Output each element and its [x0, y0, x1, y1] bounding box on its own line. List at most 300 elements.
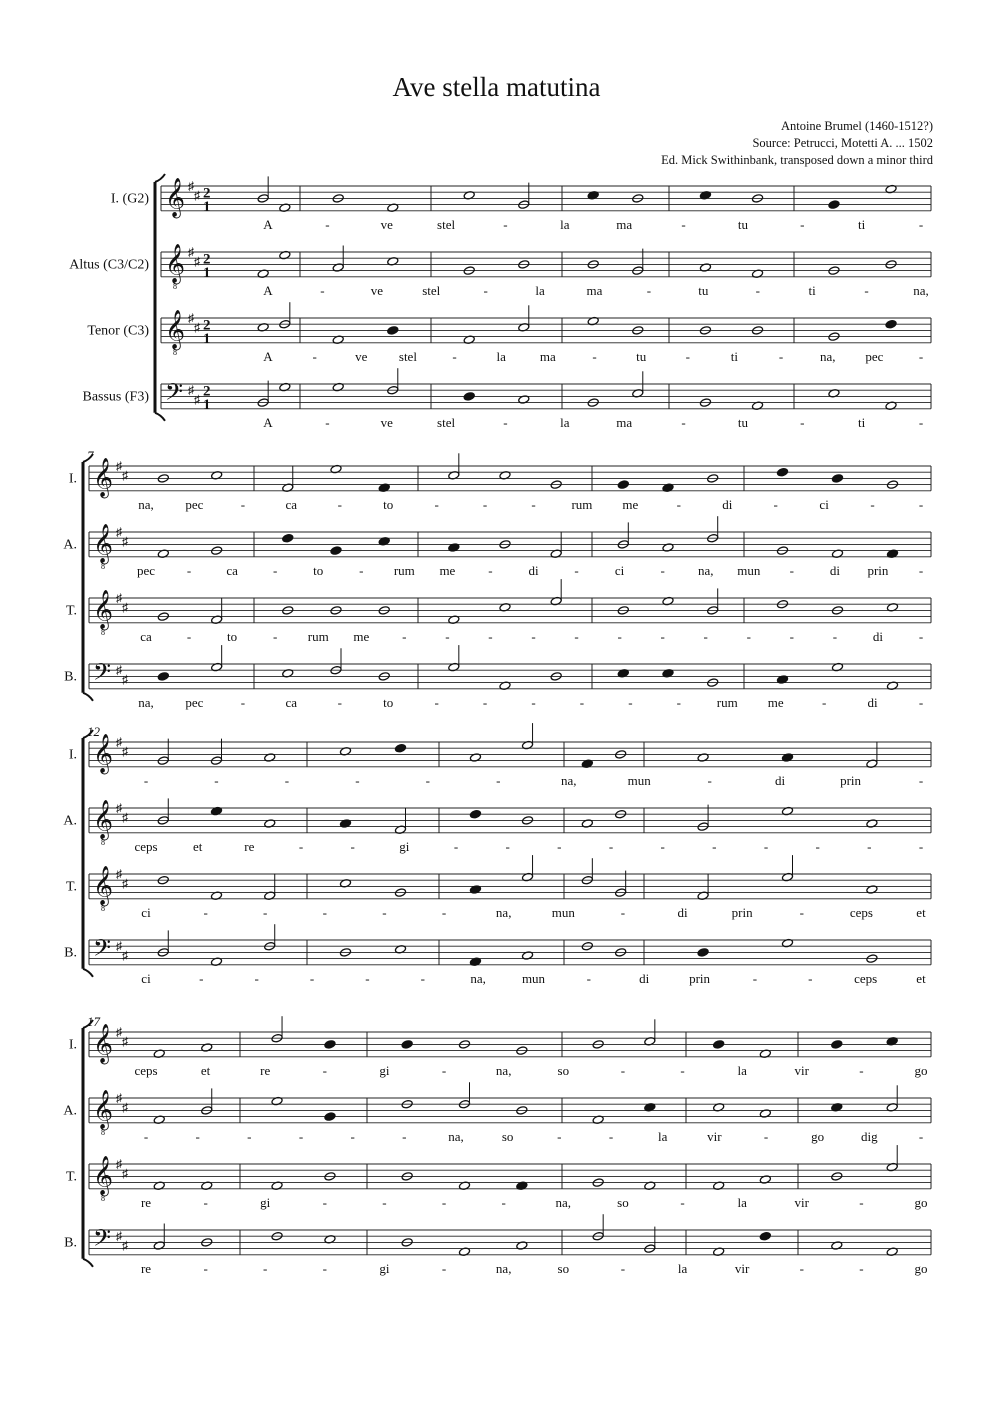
lyric-syllable: - [337, 694, 342, 710]
lyric-syllable: tu [737, 216, 748, 232]
staff-label: T. [65, 879, 77, 895]
staff-label: A. [63, 1103, 77, 1119]
lyric-syllable: - [646, 282, 652, 298]
lyric-syllable: ve [370, 282, 383, 298]
lyric-syllable: vir [794, 1062, 809, 1078]
treble-clef-icon: 𝄞 [93, 457, 114, 498]
time-signature-bottom: 1 [203, 396, 211, 413]
lyric-syllable: et [916, 904, 926, 920]
lyric-syllable: - [322, 904, 328, 920]
lyric-syllable: - [434, 694, 439, 710]
lyric-syllable: mun [627, 772, 651, 788]
lyric-syllable: to [383, 496, 394, 512]
lyric-syllable: - [763, 838, 769, 854]
lyric-syllable: - [574, 562, 579, 578]
sharp-icon: ♯ [122, 468, 128, 483]
lyric-syllable: - [832, 628, 838, 644]
note-head [885, 319, 897, 328]
sharp-icon: ♯ [116, 663, 122, 678]
lyric-syllable: me [439, 562, 456, 578]
sharp-icon: ♯ [116, 735, 122, 749]
lyric-syllable: pec [185, 496, 204, 512]
lyric-syllable: di [775, 772, 786, 788]
lyric-syllable: to [313, 562, 324, 578]
lyric-syllable: ti [858, 216, 866, 232]
lyric-syllable: - [755, 282, 760, 298]
note-head [469, 809, 481, 818]
note-head [463, 392, 475, 401]
lyric-syllable: - [531, 628, 536, 644]
sharp-icon: ♯ [188, 383, 194, 398]
lyric-syllable: na, [138, 694, 154, 710]
lyric-syllable: A [263, 282, 273, 298]
lyric-syllable: di [867, 694, 878, 710]
lyric-syllable: stel [437, 414, 456, 430]
lyric-syllable: pec [185, 694, 204, 710]
sharp-icon: ♯ [116, 801, 122, 815]
bass-clef-icon: 𝄢 [93, 657, 112, 691]
lyric-syllable: ma [616, 216, 633, 232]
lyric-syllable: ti [730, 348, 739, 364]
note-head [282, 533, 294, 542]
lyric-syllable: la [560, 216, 570, 232]
lyric-syllable: tu [636, 348, 647, 364]
sharp-icon: ♯ [116, 459, 122, 473]
lyric-syllable: to [383, 694, 394, 710]
lyric-syllable: - [864, 282, 869, 298]
lyric-syllable: - [685, 348, 690, 364]
lyric-syllable: me [353, 628, 370, 644]
sharp-icon: ♯ [188, 311, 194, 325]
lyric-syllable: ceps [134, 838, 158, 854]
lyric-syllable: - [620, 904, 626, 920]
sharp-icon: ♯ [116, 939, 122, 954]
lyric-syllable: - [620, 1062, 626, 1078]
note-head [401, 1040, 413, 1049]
lyric-syllable: et [192, 838, 203, 854]
lyric-syllable: - [488, 562, 493, 578]
lyric-syllable: di [829, 562, 840, 578]
bracket-top-hook [155, 174, 165, 182]
lyric-syllable: - [746, 628, 751, 644]
lyric-syllable: - [501, 1194, 506, 1210]
lyric-syllable: vir [794, 1194, 809, 1210]
staff-label: Altus (C3/C2) [69, 257, 149, 273]
lyric-syllable: - [918, 628, 924, 644]
staff-label: A. [63, 813, 77, 829]
lyric-syllable: - [799, 1260, 804, 1276]
lyric-syllable: rum [307, 628, 329, 644]
lyric-syllable: na, [819, 348, 836, 364]
time-signature-top: 2 [203, 185, 211, 202]
measure-number: 12 [87, 724, 100, 739]
lyric-syllable: - [660, 628, 665, 644]
lyric-syllable: - [247, 1128, 252, 1144]
lyric-syllable: - [445, 628, 450, 644]
lyric-syllable: - [918, 694, 924, 710]
lyric-syllable: - [608, 838, 614, 854]
lyric-syllable: - [186, 562, 192, 578]
octave-clef-marker: 8 [101, 903, 105, 913]
lyric-syllable: A [263, 216, 273, 232]
lyric-syllable: ca [226, 562, 238, 578]
lyric-syllable: na, [448, 1128, 464, 1144]
lyric-syllable: - [703, 628, 708, 644]
sharp-icon: ♯ [116, 1157, 122, 1171]
lyric-syllable: tu [698, 282, 709, 298]
lyric-syllable: - [186, 628, 192, 644]
time-signature-top: 2 [203, 383, 211, 400]
note-head [828, 200, 840, 209]
lyric-syllable: - [789, 628, 795, 644]
lyric-syllable: na, [138, 496, 154, 512]
lyric-syllable: gi [379, 1062, 390, 1078]
treble-clef-icon: 𝄞 [165, 243, 186, 284]
lyric-syllable: - [918, 414, 924, 430]
staff-label: I. [68, 1037, 77, 1053]
lyric-syllable: - [382, 1194, 387, 1210]
lyric-syllable: - [441, 1194, 447, 1210]
octave-clef-marker: 8 [101, 1127, 105, 1137]
note-head [387, 326, 399, 335]
lyric-syllable: - [859, 1260, 864, 1276]
sharp-icon: ♯ [188, 179, 194, 193]
lyric-syllable: vir [734, 1260, 750, 1276]
lyric-syllable: ci [141, 904, 151, 920]
staff-label: Tenor (C3) [87, 323, 149, 339]
lyric-syllable: - [620, 1260, 626, 1276]
lyric-syllable: - [240, 496, 246, 512]
lyric-syllable: - [214, 772, 219, 788]
measure-number: 17 [87, 1014, 100, 1029]
lyric-syllable: - [676, 694, 681, 710]
lyric-syllable: so [557, 1260, 570, 1276]
lyric-syllable: ceps [134, 1062, 158, 1078]
sharp-icon: ♯ [194, 320, 200, 335]
sharp-icon: ♯ [194, 254, 200, 269]
lyric-syllable: - [617, 628, 622, 644]
staff-label: I. [68, 471, 77, 487]
lyric-syllable: - [680, 1194, 685, 1210]
lyric-syllable: rum [716, 694, 738, 710]
lyric-syllable: A [263, 348, 273, 364]
lyric-syllable: stel [422, 282, 441, 298]
lyric-syllable: to [227, 628, 238, 644]
treble-clef-icon: 𝄞 [93, 733, 114, 774]
lyric-syllable: - [488, 628, 493, 644]
sharp-icon: ♯ [122, 600, 128, 615]
bracket-bottom-hook [83, 969, 93, 977]
staff-label: I. [68, 747, 77, 763]
lyric-syllable: - [918, 772, 924, 788]
lyric-syllable: - [483, 282, 488, 298]
lyric-syllable: dig [861, 1128, 878, 1144]
lyric-syllable: - [681, 414, 686, 430]
lyric-syllable: - [203, 904, 208, 920]
lyric-syllable: - [799, 904, 804, 920]
time-signature-bottom: 1 [203, 264, 211, 281]
lyric-syllable: ve [380, 414, 393, 430]
lyric-syllable: - [870, 496, 875, 512]
lyric-syllable: - [337, 496, 342, 512]
lyric-syllable: - [254, 970, 259, 986]
lyric-syllable: - [441, 1062, 447, 1078]
lyric-syllable: la [535, 282, 545, 298]
time-signature-top: 2 [203, 251, 211, 268]
lyric-syllable: - [867, 838, 872, 854]
lyric-syllable: na, [560, 772, 577, 788]
lyric-syllable: - [918, 562, 924, 578]
lyric-syllable: me [622, 496, 639, 512]
lyric-syllable: - [557, 1128, 562, 1144]
lyric-syllable: - [808, 970, 813, 986]
sharp-icon: ♯ [122, 744, 128, 759]
lyric-syllable: di [677, 904, 688, 920]
lyric-syllable: ve [355, 348, 368, 364]
lyric-syllable: re [260, 1062, 271, 1078]
lyric-syllable: ca [285, 694, 298, 710]
lyric-syllable: ceps [854, 970, 878, 986]
lyric-syllable: ma [539, 348, 556, 364]
lyric-syllable: mun [551, 904, 575, 920]
lyric-syllable: di [722, 496, 733, 512]
lyric-syllable: prin [867, 562, 889, 578]
lyric-syllable: na, [913, 282, 929, 298]
octave-clef-marker: 8 [101, 627, 105, 637]
lyric-syllable: na, [555, 1194, 572, 1210]
lyric-syllable: - [660, 562, 665, 578]
lyric-syllable: - [382, 904, 387, 920]
staff-label: I. (G2) [110, 191, 149, 207]
lyric-syllable: - [676, 496, 681, 512]
lyric-syllable: stel [398, 348, 417, 364]
lyric-syllable: - [355, 772, 360, 788]
lyric-syllable: - [557, 838, 562, 854]
note-head [324, 1040, 336, 1049]
lyric-syllable: ma [586, 282, 603, 298]
treble-clef-icon: 𝄞 [93, 865, 114, 906]
sharp-icon: ♯ [116, 1091, 122, 1105]
lyric-syllable: - [918, 1128, 924, 1144]
lyric-syllable: - [778, 348, 784, 364]
lyric-syllable: na, [495, 1062, 512, 1078]
lyric-syllable: - [263, 1260, 268, 1276]
lyric-syllable: - [681, 216, 686, 232]
lyric-syllable: - [350, 1128, 355, 1144]
sharp-icon: ♯ [116, 591, 122, 605]
lyric-syllable: - [482, 694, 488, 710]
sharp-icon: ♯ [122, 672, 128, 687]
lyric-syllable: - [325, 414, 330, 430]
lyric-syllable: - [815, 838, 820, 854]
lyric-syllable: na, [495, 904, 512, 920]
lyric-syllable: - [240, 694, 246, 710]
bracket-bottom-hook [155, 413, 165, 421]
sharp-icon: ♯ [116, 1025, 122, 1039]
treble-clef-icon: 𝄞 [93, 1023, 114, 1064]
lyric-syllable: so [557, 1062, 570, 1078]
octave-clef-marker: 8 [173, 281, 177, 291]
lyric-syllable: - [359, 562, 364, 578]
octave-clef-marker: 8 [101, 837, 105, 847]
sharp-icon: ♯ [122, 534, 128, 549]
lyric-syllable: - [482, 496, 488, 512]
sharp-icon: ♯ [122, 810, 128, 825]
lyric-syllable: - [505, 838, 510, 854]
lyric-syllable: prin [731, 904, 753, 920]
lyric-syllable: - [425, 772, 430, 788]
note-head [330, 546, 342, 555]
sharp-icon: ♯ [122, 1238, 128, 1253]
octave-clef-marker: 8 [101, 561, 105, 571]
lyric-syllable: ceps [849, 904, 873, 920]
lyric-syllable: ca [140, 628, 152, 644]
lyric-syllable: - [531, 496, 536, 512]
note-head [324, 1112, 336, 1121]
lyric-syllable: ca [285, 496, 298, 512]
lyric-syllable: rum [571, 496, 593, 512]
lyric-syllable: di [872, 628, 884, 644]
bass-clef-icon: 𝄢 [93, 1223, 112, 1257]
composer-credit: Antoine Brumel (1460-1512?) [780, 119, 933, 133]
lyric-syllable: - [752, 970, 758, 986]
lyric-syllable: - [579, 694, 585, 710]
lyric-syllable: mun [737, 562, 761, 578]
sharp-icon: ♯ [188, 245, 194, 259]
lyric-syllable: la [560, 414, 570, 430]
bracket-bottom-hook [83, 693, 93, 701]
lyric-syllable: na, [470, 970, 486, 986]
lyric-syllable: pec [865, 348, 884, 364]
lyric-syllable: - [263, 904, 268, 920]
lyric-syllable: - [789, 562, 795, 578]
lyric-syllable: - [859, 1194, 864, 1210]
lyric-syllable: - [531, 694, 536, 710]
sharp-icon: ♯ [194, 392, 200, 407]
lyric-syllable: - [272, 562, 278, 578]
time-signature-top: 2 [203, 317, 211, 334]
bracket-bottom-hook [83, 1259, 93, 1267]
staff-label: B. [64, 945, 77, 961]
octave-clef-marker: 8 [101, 1193, 105, 1203]
lyric-syllable: gi [260, 1194, 271, 1210]
sharp-icon: ♯ [122, 1166, 128, 1181]
bass-clef-icon: 𝄢 [93, 933, 112, 967]
lyric-syllable: vir [707, 1128, 722, 1144]
sharp-icon: ♯ [116, 867, 122, 881]
lyric-syllable: - [763, 1128, 769, 1144]
staff-label: T. [65, 1169, 77, 1185]
treble-clef-icon: 𝄞 [93, 1089, 114, 1130]
lyric-syllable: - [143, 772, 149, 788]
lyric-syllable: - [322, 1062, 328, 1078]
measure-number: 7 [87, 448, 94, 463]
lyric-syllable: ve [380, 216, 393, 232]
lyric-syllable: ci [141, 970, 151, 986]
lyric-syllable: so [617, 1194, 629, 1210]
lyric-syllable: - [309, 970, 315, 986]
lyric-syllable: - [434, 496, 439, 512]
lyric-syllable: - [350, 838, 355, 854]
lyric-syllable: - [680, 1062, 685, 1078]
lyric-syllable: pec [136, 562, 156, 578]
lyric-syllable: et [200, 1062, 211, 1078]
sharp-icon: ♯ [122, 948, 128, 963]
lyric-syllable: - [859, 1062, 864, 1078]
lyric-syllable: - [298, 838, 304, 854]
staff-label: Bassus (F3) [82, 389, 149, 405]
lyric-syllable: ti [858, 414, 866, 430]
note-head [713, 1040, 725, 1049]
lyric-syllable: - [402, 1128, 407, 1144]
lyric-syllable: A [263, 414, 273, 430]
lyric-syllable: la [496, 348, 506, 364]
lyric-syllable: go [914, 1194, 928, 1210]
lyric-syllable: - [503, 216, 508, 232]
lyric-syllable: - [918, 216, 924, 232]
treble-clef-icon: 𝄞 [93, 523, 114, 564]
score-title: Ave stella matutina [392, 72, 601, 102]
treble-clef-icon: 𝄞 [93, 589, 114, 630]
treble-clef-icon: 𝄞 [165, 177, 186, 218]
sharp-icon: ♯ [194, 188, 200, 203]
lyric-syllable: - [272, 628, 278, 644]
lyric-syllable: me [767, 694, 784, 710]
lyric-syllable: ci [819, 496, 829, 512]
staff-label: T. [65, 603, 77, 619]
sharp-icon: ♯ [116, 1229, 122, 1244]
lyric-syllable: ti [808, 282, 816, 298]
lyric-syllable: di [528, 562, 539, 578]
lyric-syllable: go [914, 1260, 928, 1276]
lyric-syllable: gi [379, 1260, 390, 1276]
time-signature-bottom: 1 [203, 198, 211, 215]
lyric-syllable: stel [437, 216, 456, 232]
lyric-syllable: - [365, 970, 370, 986]
lyric-syllable: la [737, 1194, 747, 1210]
lyric-syllable: - [496, 772, 501, 788]
lyric-syllable: - [821, 694, 827, 710]
lyric-syllable: - [203, 1194, 208, 1210]
lyric-syllable: - [325, 216, 330, 232]
lyric-syllable: tu [737, 414, 748, 430]
lyric-syllable: ma [616, 414, 633, 430]
note-head [777, 467, 789, 476]
lyric-syllable: - [918, 496, 924, 512]
note-head [831, 1040, 843, 1049]
lyric-syllable: - [608, 1128, 614, 1144]
lyric-syllable: - [453, 838, 459, 854]
lyric-syllable: di [639, 970, 650, 986]
treble-clef-icon: 𝄞 [93, 799, 114, 840]
lyric-syllable: - [574, 628, 579, 644]
sharp-icon: ♯ [122, 1100, 128, 1115]
treble-clef-icon: 𝄞 [165, 309, 186, 350]
lyric-syllable: go [914, 1062, 928, 1078]
lyric-syllable: la [657, 1128, 668, 1144]
lyric-syllable: - [800, 216, 805, 232]
lyric-syllable: prin [840, 772, 862, 788]
octave-clef-marker: 8 [173, 347, 177, 357]
lyric-syllable: - [707, 772, 712, 788]
note-head [617, 480, 629, 489]
lyric-syllable: prin [689, 970, 711, 986]
lyric-syllable: - [586, 970, 592, 986]
lyric-syllable: so [501, 1128, 514, 1144]
staff-label: B. [64, 1235, 77, 1251]
lyric-syllable: re [244, 838, 255, 854]
sharp-icon: ♯ [122, 1034, 128, 1049]
